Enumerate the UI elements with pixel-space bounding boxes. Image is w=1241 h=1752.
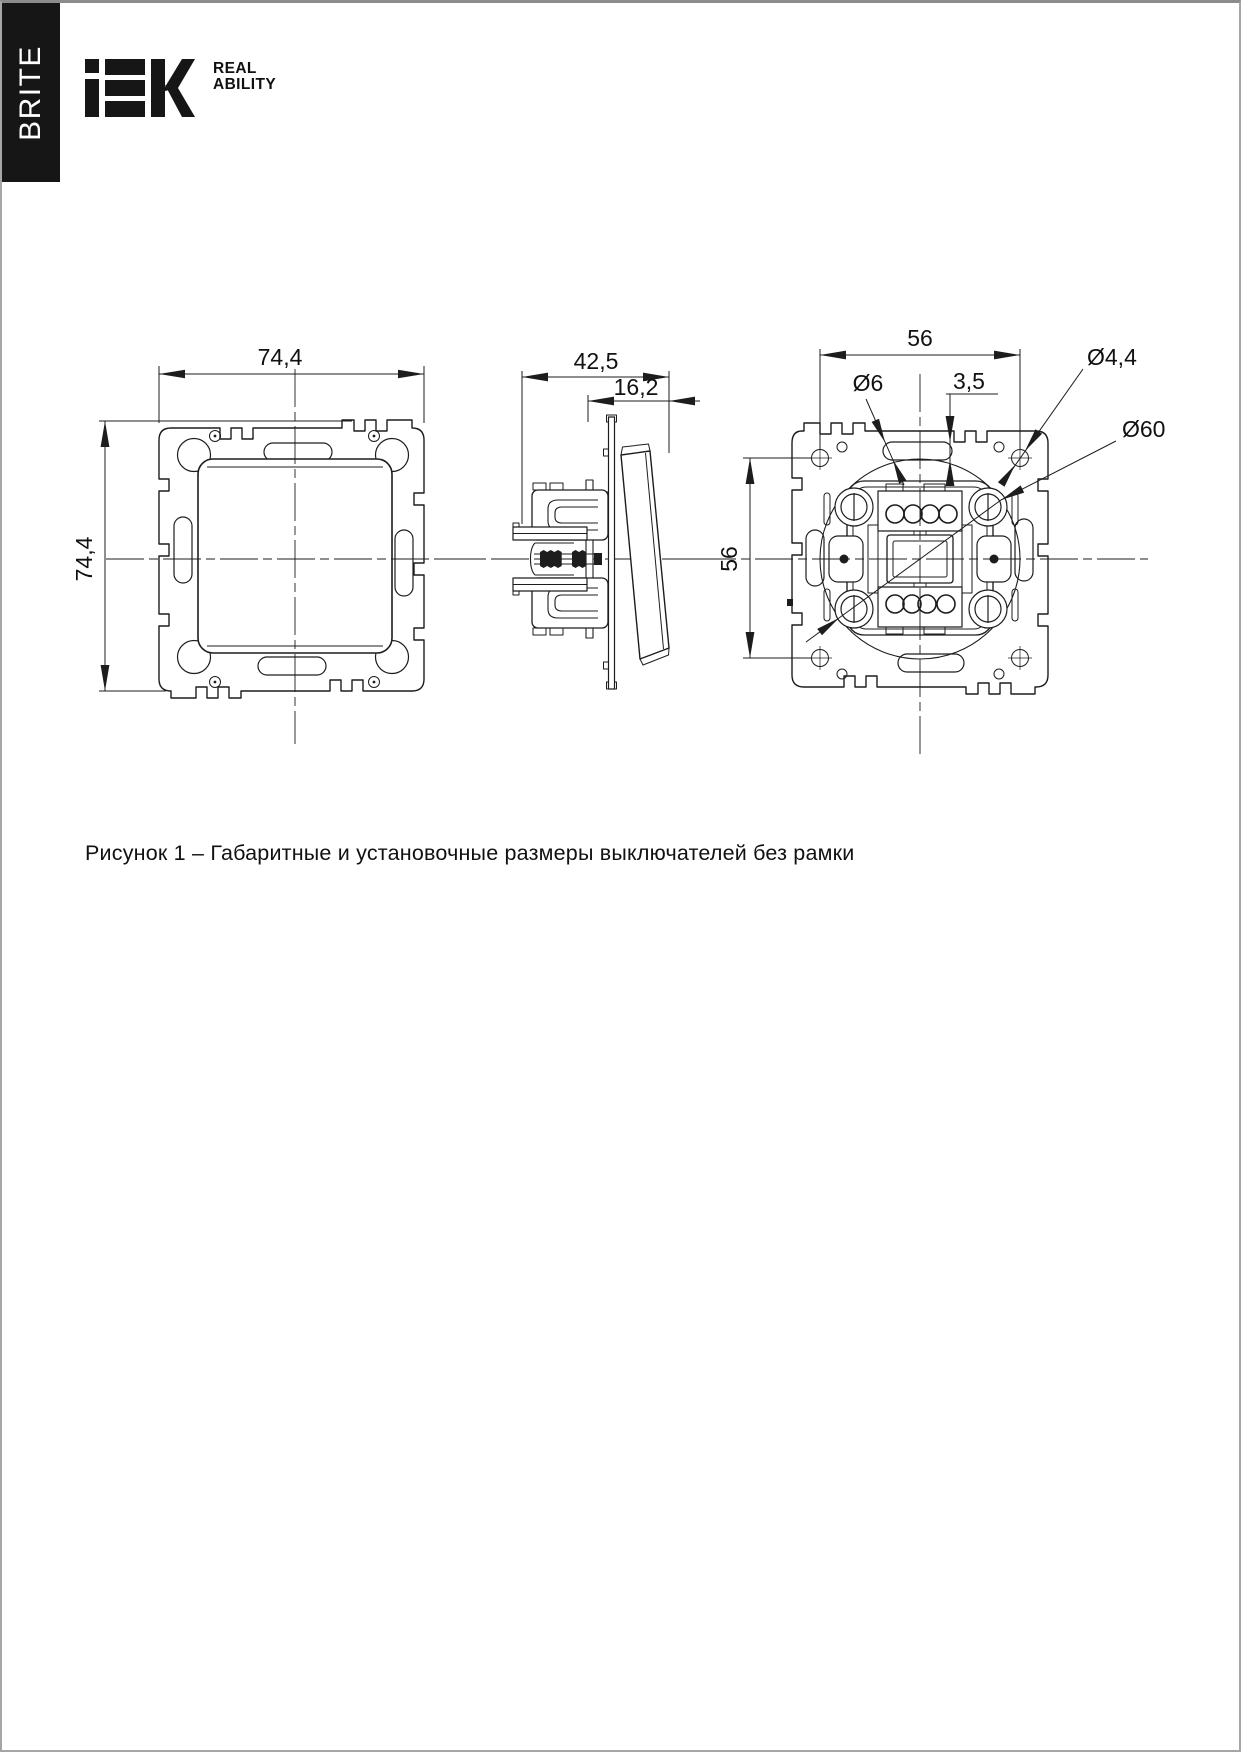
back-hole-spacing-v-label: 56 [716, 546, 742, 572]
back-slot-width-label: 3,5 [953, 368, 985, 394]
figure-caption: Рисунок 1 – Габаритные и установочные размеры выключателей без рамки [85, 841, 855, 865]
side-view-drawing [434, 348, 706, 689]
figure-1-drawing [2, 3, 1241, 1752]
front-view-drawing [71, 344, 486, 744]
back-view-drawing [698, 325, 1165, 755]
back-hole-spacing-h-label: 56 [907, 325, 933, 351]
back-slot-diameter-label: Ø6 [852, 370, 884, 396]
front-width-dim-label: 74,4 [257, 344, 303, 370]
logo-tagline-line1: REAL [213, 60, 257, 77]
side-depth-total-dim-label: 42,5 [573, 348, 619, 374]
front-height-dim-label: 74,4 [71, 536, 97, 582]
series-label: BRITE [14, 44, 47, 141]
logo-tagline-line2: ABILITY [213, 75, 277, 93]
back-mount-hole-label: Ø4,4 [1087, 344, 1137, 370]
back-support-ring-label: Ø60 [1122, 416, 1166, 442]
front-width-dimension [159, 366, 424, 423]
side-depth-front-dim-label: 16,2 [613, 374, 659, 400]
